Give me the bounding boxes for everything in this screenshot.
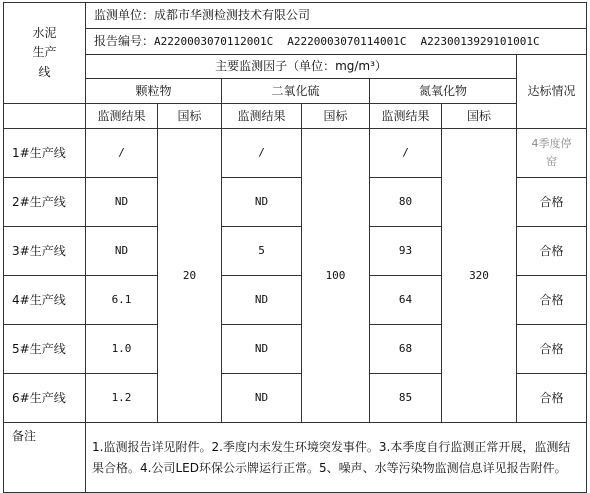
so2-standard-header: 国标 (302, 104, 370, 129)
pm-result: ND (86, 227, 158, 276)
pm-result: 1.0 (86, 325, 158, 374)
monitoring-table (3, 2, 587, 493)
table-row (4, 129, 587, 178)
remarks-text: 1.监测报告详见附件。2.季度内未发生环境突发事件。3.本季度自行监测正常开展，监测结果合格。4.公司LED环保公示牌运行正常。5、噪声、水等污染物监测信息详见报告附件。 (86, 423, 587, 493)
nox-result: 64 (370, 276, 442, 325)
line-column-label: 水泥生产线 (32, 26, 57, 79)
nox-result: 68 (370, 325, 442, 374)
line-column-header (4, 3, 86, 104)
status-text: 合格 (517, 227, 587, 276)
header-row-unit (4, 3, 587, 29)
so2-result: ND (222, 276, 302, 325)
row-line-label: 2#生产线 (4, 178, 86, 227)
pollutant-nox: 氮氧化物 (370, 79, 517, 104)
remarks-label: 备注 (4, 423, 86, 493)
so2-result: ND (222, 325, 302, 374)
nox-standard: 320 (442, 129, 517, 423)
status-text: 合格 (517, 178, 587, 227)
row-line-label: 6#生产线 (4, 374, 86, 423)
remarks-row (4, 423, 587, 493)
nox-standard-header: 国标 (442, 104, 517, 129)
unit-label: 监测单位： (94, 8, 155, 22)
so2-result: 5 (222, 227, 302, 276)
pollutant-pm: 颗粒物 (86, 79, 222, 104)
monitoring-unit (86, 3, 587, 29)
header-row-report (4, 29, 587, 55)
report-numbers (86, 29, 587, 55)
report-number-1: A2220003070112001C (154, 35, 274, 48)
pm-standard-header: 国标 (158, 104, 222, 129)
status-cell (517, 129, 587, 178)
status-text: 合格 (517, 325, 587, 374)
nox-result: 85 (370, 374, 442, 423)
pm-standard: 20 (158, 129, 222, 423)
header-row-pollutants (4, 79, 587, 104)
row-line-label: 1#生产线 (4, 129, 86, 178)
compliance-header: 达标情况 (517, 55, 587, 129)
so2-result: ND (222, 178, 302, 227)
monitoring-report-sheet (3, 2, 586, 489)
pm-result: 1.2 (86, 374, 158, 423)
report-number-2: A2220003070114001C (287, 35, 407, 48)
row-line-label: 3#生产线 (4, 227, 86, 276)
so2-result: / (222, 129, 302, 178)
factor-header: 主要监测因子（单位：mg/m³） (86, 55, 517, 79)
nox-result: 80 (370, 178, 442, 227)
status-text: 合格 (517, 374, 587, 423)
pm-result: ND (86, 178, 158, 227)
row-line-label: 5#生产线 (4, 325, 86, 374)
so2-standard: 100 (302, 129, 370, 423)
pm-result: / (86, 129, 158, 178)
status-text: 4季度停窑 (531, 137, 572, 168)
so2-result: ND (222, 374, 302, 423)
nox-result: / (370, 129, 442, 178)
status-text: 合格 (517, 276, 587, 325)
pollutant-so2: 二氧化硫 (222, 79, 370, 104)
nox-result: 93 (370, 227, 442, 276)
header-row-factor (4, 55, 587, 79)
nox-result-header: 监测结果 (370, 104, 442, 129)
header-row-sub (4, 104, 587, 129)
pm-result: 6.1 (86, 276, 158, 325)
line-column-spacer (4, 104, 86, 129)
row-line-label: 4#生产线 (4, 276, 86, 325)
report-label: 报告编号： (94, 34, 155, 48)
so2-result-header: 监测结果 (222, 104, 302, 129)
unit-value: 成都市华测检测技术有限公司 (154, 8, 311, 22)
pm-result-header: 监测结果 (86, 104, 158, 129)
report-number-3: A2230013929101001C (420, 35, 540, 48)
